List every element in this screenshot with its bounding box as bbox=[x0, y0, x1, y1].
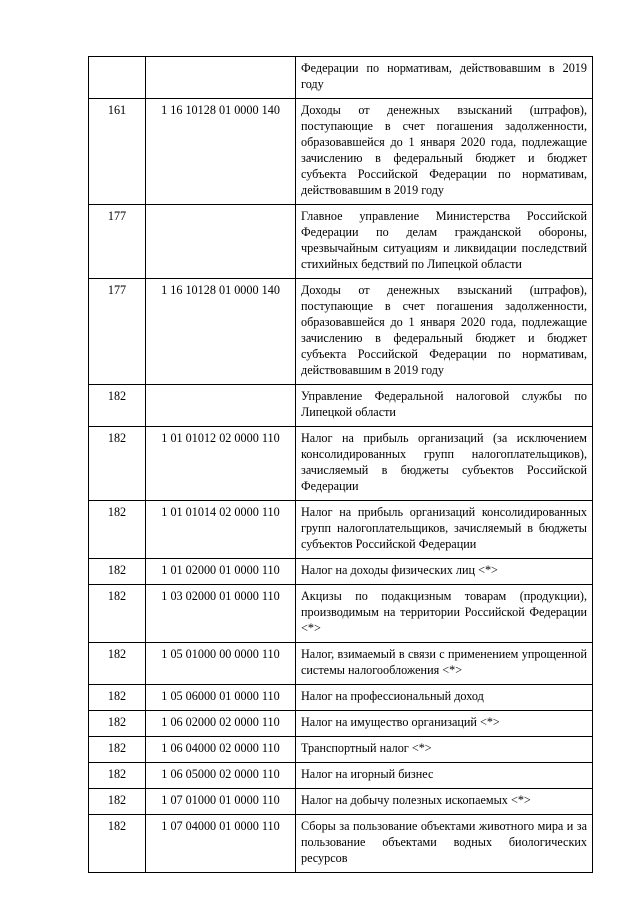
budget-classification-code-cell: 1 06 05000 02 0000 110 bbox=[146, 763, 296, 789]
administrator-code-cell: 182 bbox=[89, 585, 146, 643]
administrator-code-cell: 182 bbox=[89, 815, 146, 873]
administrator-code-cell: 182 bbox=[89, 643, 146, 685]
table-row bbox=[89, 427, 593, 501]
table-row bbox=[89, 789, 593, 815]
revenue-name-cell: Транспортный налог <*> bbox=[296, 737, 593, 763]
table-row bbox=[89, 763, 593, 789]
table-row bbox=[89, 559, 593, 585]
administrator-code-cell: 177 bbox=[89, 279, 146, 385]
budget-classification-code-cell: 1 16 10128 01 0000 140 bbox=[146, 279, 296, 385]
administrator-code-cell: 182 bbox=[89, 559, 146, 585]
revenue-name-cell: Налог, взимаемый в связи с применением упрощенной системы налогообложения <*> bbox=[296, 643, 593, 685]
revenue-name-cell: Доходы от денежных взысканий (штрафов), поступающие в счет погашения задолженности, образовавшейся до 1 января 2020 года, подлежащие зачислению в федеральный бюджет и бюджет субъекта Российской Федерации по нормативам, действовавшим в 2019 году bbox=[296, 99, 593, 205]
administrator-code-cell: 182 bbox=[89, 763, 146, 789]
administrator-code-cell: 177 bbox=[89, 205, 146, 279]
budget-classification-code-cell: 1 05 06000 01 0000 110 bbox=[146, 685, 296, 711]
table-body bbox=[89, 57, 593, 873]
revenue-name-cell: Налог на прибыль организаций консолидированных групп налогоплательщиков, зачисляемый в бюджеты субъектов Российской Федерации bbox=[296, 501, 593, 559]
administrator-code-cell: 182 bbox=[89, 427, 146, 501]
budget-classification-code-cell: 1 01 02000 01 0000 110 bbox=[146, 559, 296, 585]
revenue-name-cell: Сборы за пользование объектами животного мира и за пользование объектами водных биологических ресурсов bbox=[296, 815, 593, 873]
document-page bbox=[88, 56, 592, 873]
revenue-name-cell: Главное управление Министерства Российской Федерации по делам гражданской обороны, чрезвычайным ситуациям и ликвидации последствий стихийных бедствий по Липецкой области bbox=[296, 205, 593, 279]
administrator-code-cell: 182 bbox=[89, 789, 146, 815]
table-row bbox=[89, 279, 593, 385]
table-row bbox=[89, 643, 593, 685]
table-row bbox=[89, 501, 593, 559]
table-row bbox=[89, 737, 593, 763]
revenue-name-cell: Налог на прибыль организаций (за исключением консолидированных групп налогоплательщиков), зачисляемый в бюджеты субъектов Российской Федерации bbox=[296, 427, 593, 501]
revenue-name-cell: Управление Федеральной налоговой службы по Липецкой области bbox=[296, 385, 593, 427]
budget-classification-code-cell: 1 01 01012 02 0000 110 bbox=[146, 427, 296, 501]
revenue-name-cell: Доходы от денежных взысканий (штрафов), поступающие в счет погашения задолженности, образовавшейся до 1 января 2020 года, подлежащие зачислению в федеральный бюджет и бюджет субъекта Российской Федерации по нормативам, действовавшим в 2019 году bbox=[296, 279, 593, 385]
table-row bbox=[89, 711, 593, 737]
revenue-name-cell: Налог на профессиональный доход bbox=[296, 685, 593, 711]
budget-classification-code-cell: 1 07 04000 01 0000 110 bbox=[146, 815, 296, 873]
administrator-code-cell: 182 bbox=[89, 501, 146, 559]
administrator-code-cell: 182 bbox=[89, 711, 146, 737]
administrator-code-cell: 182 bbox=[89, 685, 146, 711]
table-row bbox=[89, 205, 593, 279]
revenue-name-cell: Налог на добычу полезных ископаемых <*> bbox=[296, 789, 593, 815]
table-row bbox=[89, 585, 593, 643]
budget-classification-code-cell: 1 07 01000 01 0000 110 bbox=[146, 789, 296, 815]
budget-classification-code-cell: 1 01 01014 02 0000 110 bbox=[146, 501, 296, 559]
budget-classification-code-cell bbox=[146, 205, 296, 279]
administrator-code-cell: 182 bbox=[89, 737, 146, 763]
revenue-name-cell: Налог на доходы физических лиц <*> bbox=[296, 559, 593, 585]
budget-classification-code-cell bbox=[146, 57, 296, 99]
revenue-name-cell: Налог на имущество организаций <*> bbox=[296, 711, 593, 737]
administrator-code-cell bbox=[89, 57, 146, 99]
table-row bbox=[89, 815, 593, 873]
budget-classification-code-cell: 1 06 04000 02 0000 110 bbox=[146, 737, 296, 763]
revenue-name-cell: Акцизы по подакцизным товарам (продукции), производимым на территории Российской Федерации <*> bbox=[296, 585, 593, 643]
administrator-code-cell: 182 bbox=[89, 385, 146, 427]
revenue-name-cell: Федерации по нормативам, действовавшим в 2019 году bbox=[296, 57, 593, 99]
budget-classification-code-cell: 1 05 01000 00 0000 110 bbox=[146, 643, 296, 685]
administrator-code-cell: 161 bbox=[89, 99, 146, 205]
budget-classification-code-cell: 1 06 02000 02 0000 110 bbox=[146, 711, 296, 737]
table-row bbox=[89, 99, 593, 205]
revenue-name-cell: Налог на игорный бизнес bbox=[296, 763, 593, 789]
budget-classification-code-cell: 1 16 10128 01 0000 140 bbox=[146, 99, 296, 205]
table-row bbox=[89, 385, 593, 427]
table-row bbox=[89, 685, 593, 711]
budget-classification-code-cell: 1 03 02000 01 0000 110 bbox=[146, 585, 296, 643]
revenue-classification-table bbox=[88, 56, 593, 873]
table-row bbox=[89, 57, 593, 99]
budget-classification-code-cell bbox=[146, 385, 296, 427]
